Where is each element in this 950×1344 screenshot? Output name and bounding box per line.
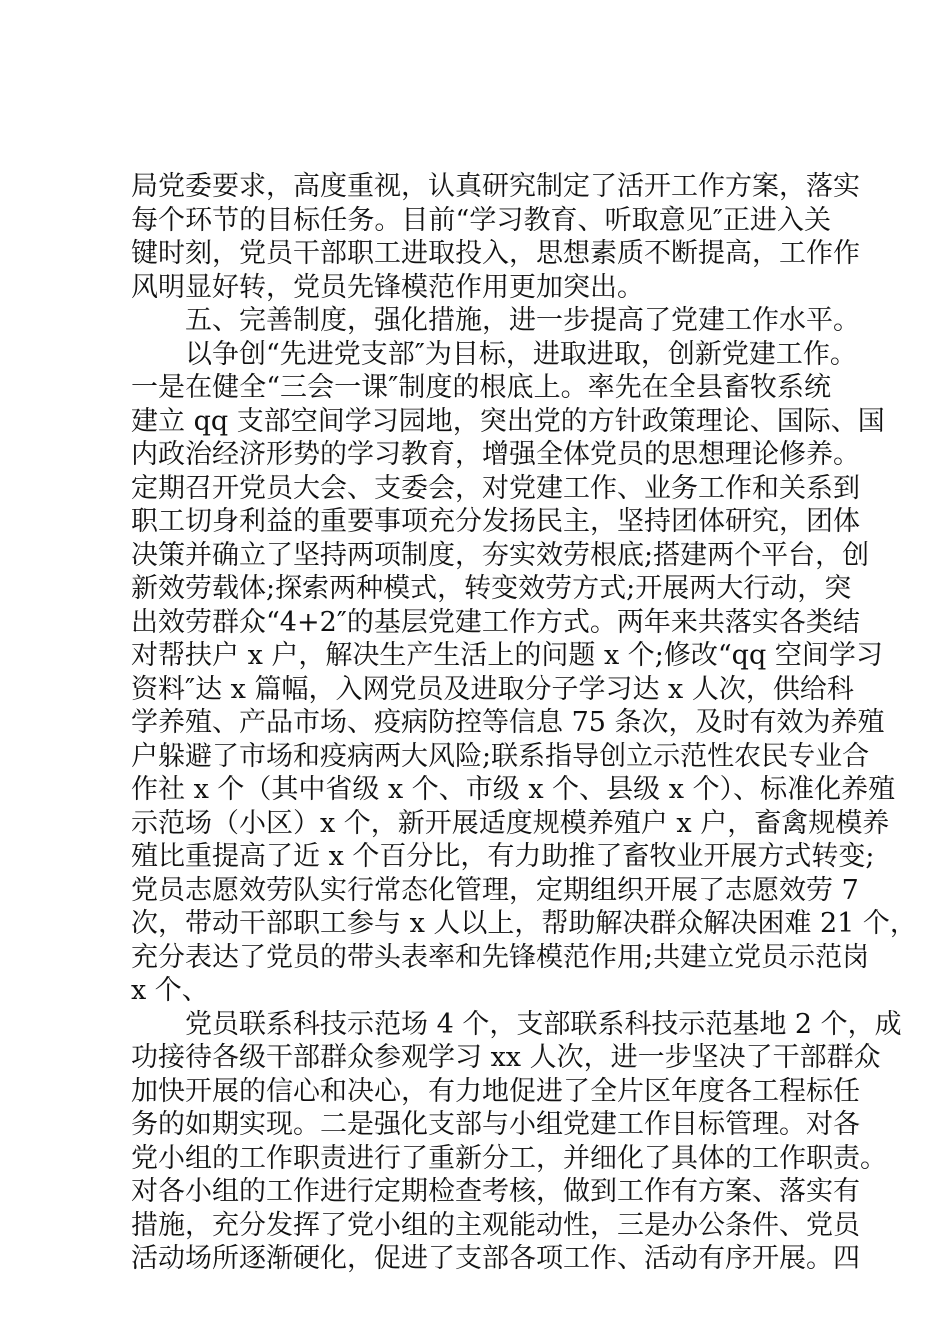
document-body-text [131, 170, 917, 1276]
text-line: 资料″达 x 篇幅，入网党员及进取分子学习达 x 人次，供给科 [131, 673, 854, 705]
text-line: 建立 qq 支部空间学习园地，突出党的方针政策理论、国际、国 [131, 405, 885, 437]
text-line: 充分表达了党员的带头表率和先锋模范作用;共建立党员示范岗 [131, 941, 870, 973]
text-line: 以争创“先进党支部″为目标，进取进取，创新党建工作。 [185, 338, 857, 370]
text-line: 殖比重提高了近 x 个百分比，有力助推了畜牧业开展方式转变; [131, 841, 875, 872]
text-line: 加快开展的信心和决心，有力地促进了全片区年度各工程标任 [131, 1075, 860, 1107]
text-line: 措施，充分发挥了党小组的主观能动性，三是办公条件、党员 [131, 1209, 860, 1241]
text-line: 务的如期实现。二是强化支部与小组党建工作目标管理。对各 [131, 1109, 860, 1140]
text-line: 每个环节的目标任务。目前“学习教育、听取意见″正进入关 [131, 204, 831, 236]
text-line: 出效劳群众“4+2″的基层党建工作方式。两年来共落实各类结 [131, 606, 860, 638]
text-line: 党员联系科技示范场 4 个，支部联系科技示范基地 2 个，成 [185, 1008, 902, 1040]
text-line: 对各小组的工作进行定期检查考核，做到工作有方案、落实有 [131, 1176, 860, 1207]
text-line: 键时刻，党员干部职工进取投入，思想素质不断提高，工作作 [131, 238, 860, 269]
text-line: 定期召开党员大会、支委会，对党建工作、业务工作和关系到 [131, 472, 860, 504]
text-line: 示范场（小区）x 个，新开展适度规模养殖户 x 户，畜禽规模养 [131, 807, 890, 839]
text-line: 新效劳载体;探索两种模式，转变效劳方式;开展两大行动，突 [131, 573, 852, 604]
text-line: x 个、 [131, 975, 209, 1006]
text-line: 五、完善制度，强化措施，进一步提高了党建工作水平。 [185, 305, 860, 336]
text-line: 户躲避了市场和疫病两大风险;联系指导创立示范性农民专业合 [131, 740, 870, 772]
text-line: 次，带动干部职工参与 x 人以上，帮助解决群众解决困难 21 个， [131, 908, 917, 939]
text-line: 党员志愿效劳队实行常态化管理，定期组织开展了志愿效劳 7 [131, 874, 859, 906]
text-line: 局党委要求，高度重视，认真研究制定了活开工作方案，落实 [131, 171, 860, 202]
text-line: 作社 x 个（其中省级 x 个、市级 x 个、县级 x 个）、标准化养殖 [131, 774, 896, 805]
text-line: 内政治经济形势的学习教育，增强全体党员的思想理论修养。 [131, 439, 860, 470]
text-line: 决策并确立了坚持两项制度，夯实效劳根底;搭建两个平台，创 [131, 539, 870, 571]
text-line: 功接待各级干部群众参观学习 xx 人次，进一步坚决了干部群众 [131, 1042, 881, 1073]
text-line: 活动场所逐渐硬化，促进了支部各项工作、活动有序开展。四 [131, 1243, 860, 1274]
text-line: 学养殖、产品市场、疫病防控等信息 75 条次，及时有效为养殖 [131, 707, 885, 738]
text-line: 党小组的工作职责进行了重新分工，并细化了具体的工作职责。 [131, 1142, 887, 1174]
text-line: 对帮扶户 x 户，解决生产生活上的问题 x 个;修改“qq 空间学习 [131, 640, 883, 671]
text-line: 一是在健全“三会一课″制度的根底上。率先在全县畜牧系统 [131, 372, 831, 403]
text-line: 职工切身利益的重要事项充分发扬民主，坚持团体研究，团体 [131, 506, 860, 537]
text-line: 风明显好转，党员先锋模范作用更加突出。 [131, 271, 644, 303]
